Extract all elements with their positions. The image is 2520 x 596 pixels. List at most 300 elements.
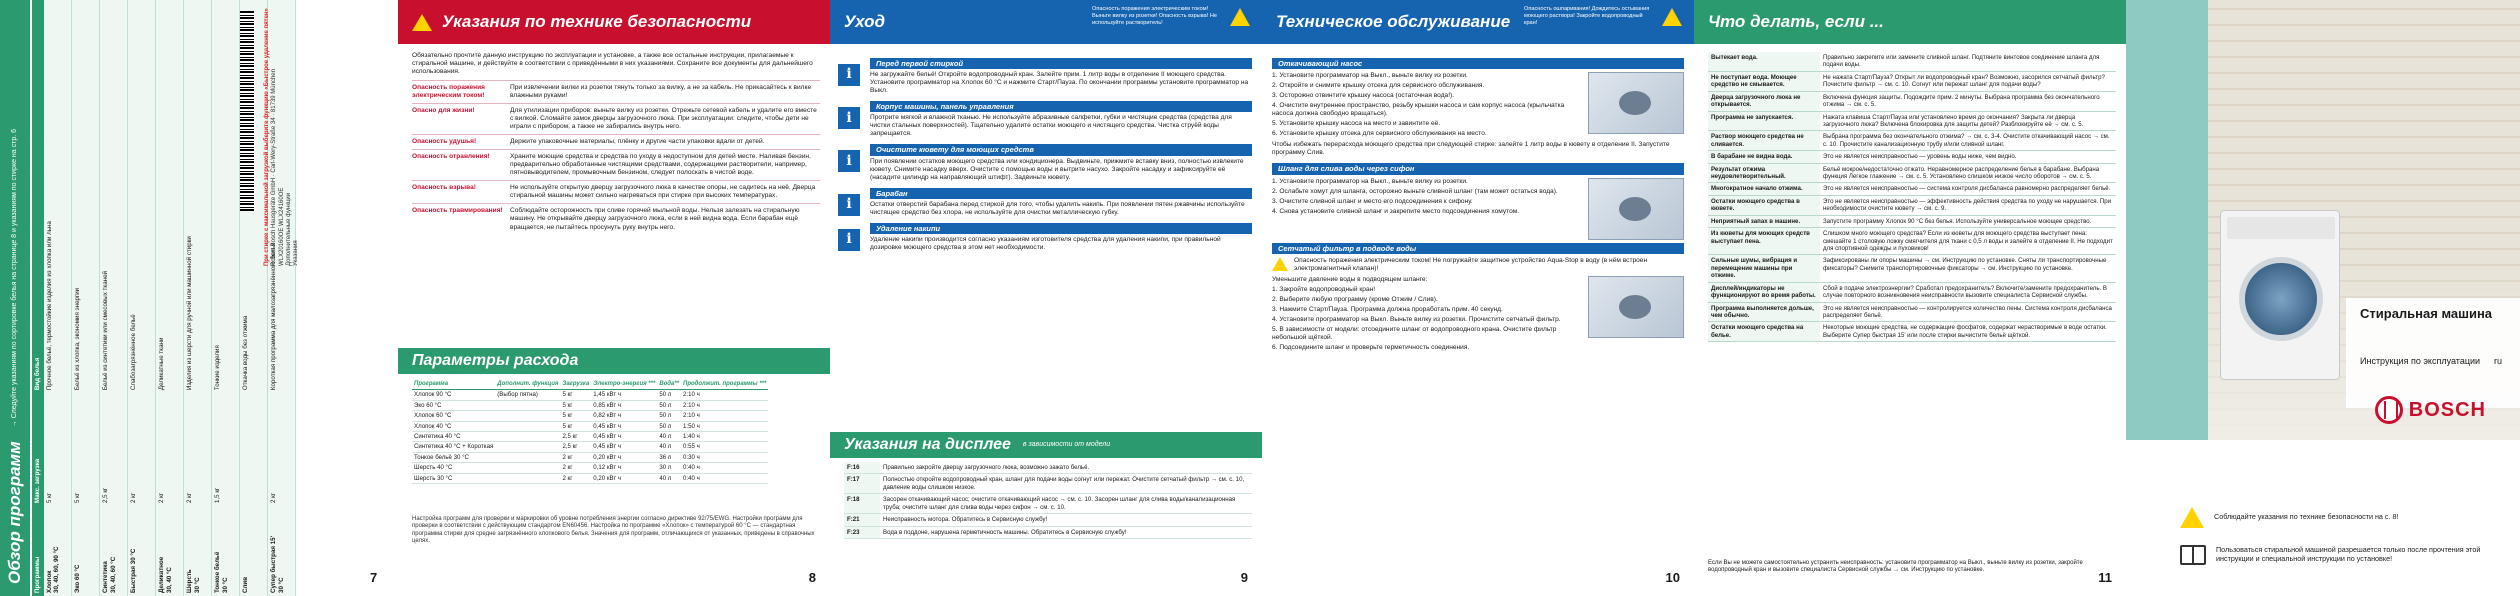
params-row bbox=[412, 452, 768, 462]
params-row bbox=[412, 463, 768, 473]
trouble-solution: Бельё мокрое/недостаточно отжато. Неравномерное распределение белья в барабане. Выбрана функция Легкое глажение → см. с. 5. Установлено слишком низкое число оборотов → см. с. 5. bbox=[1820, 163, 2116, 183]
display-table bbox=[844, 462, 1252, 539]
params-col-header: Загрузка bbox=[560, 380, 591, 390]
maint-step: 5. Установите крышку насоса на место и завинтите её. bbox=[1272, 120, 1441, 128]
trouble-row bbox=[1708, 183, 2116, 195]
trouble-row bbox=[1708, 131, 2116, 151]
safety-text: Не используйте открытую дверцу загрузочного люка в качестве опоры, не садитесь на неё. Дверца стиральной машины может сильно нагреваться при стирке при высоких температурах. bbox=[510, 184, 816, 200]
params-cell bbox=[495, 442, 560, 452]
overview-load: 2 кг bbox=[184, 393, 212, 506]
machine-panel bbox=[2227, 217, 2335, 239]
trouble-row bbox=[1708, 302, 2116, 322]
warning-triangle-icon bbox=[1272, 257, 1288, 271]
params-cell: 0,20 кВт ч bbox=[591, 452, 657, 462]
params-cell bbox=[495, 463, 560, 473]
overview-col-extra: Дополнительные функции bbox=[285, 192, 292, 266]
care-section bbox=[840, 58, 1252, 95]
trouble-solution: Не нажата Старт/Пауза? Открыт ли водопроводный кран? Возможно, засорился сетчатый фильтр? Почистите фильтр → см. с. 10. Согнут или пережат шланг для подачи воды? bbox=[1820, 71, 2116, 91]
overview-program-cell bbox=[240, 506, 268, 596]
overview-load: 2 кг bbox=[128, 393, 156, 506]
trouble-row bbox=[1708, 195, 2116, 215]
trouble-footer: Если Вы не можете самостоятельно устранить неисправность: установите программатор на Выкл., выньте вилку из розетки, закройте водопроводный кран и вызовите специалиста Сервисной службы → см. Инструкцию по установке. bbox=[1708, 560, 2083, 574]
safety-intro: Обязательно прочтите данную инструкцию по эксплуатации и установке, а также все остальные инструкции, прилагаемые к стиральной машине, и действуйте в соответствии с приведёнными в них указаниями. Сохраните все документы для дальнейшего использования. bbox=[412, 52, 813, 76]
overview-desc: Бельё из хлопка, экономия энергии bbox=[72, 0, 100, 393]
params-cell: 0,82 кВт ч bbox=[591, 411, 657, 421]
overview-desc: Короткая программа для малозагрязнённого белья bbox=[268, 0, 296, 393]
params-cell bbox=[495, 421, 560, 431]
maint-header-note: Опасность ошпаривания! Дождитесь остывания моющего раствора! Закройте водопроводный кран! bbox=[1524, 6, 1650, 26]
params-row bbox=[412, 400, 768, 410]
page-troubleshooting bbox=[1694, 0, 2126, 596]
overview-temp: 30, 40, 60 °C bbox=[109, 556, 117, 593]
overview-col: Программы bbox=[32, 506, 44, 596]
care-section-title: Барабан bbox=[870, 188, 1252, 199]
safety-header bbox=[398, 0, 830, 44]
page-safety bbox=[398, 0, 830, 596]
trouble-problem: Многократное начало отжима. bbox=[1708, 183, 1820, 195]
params-cell: 2:10 ч bbox=[681, 400, 768, 410]
maint-step: 1. Установите программатор на Выкл., выньте вилку из розетки. bbox=[1272, 72, 1468, 80]
safety-title: Указания по технике безопасности bbox=[442, 11, 752, 31]
overview-row bbox=[128, 0, 156, 596]
maint-step: 4. Очистите внутреннее пространство, резьбу крышки насоса и сам корпус насоса (крыльчатка насоса должна свободно вращаться). bbox=[1272, 102, 1565, 118]
params-cell bbox=[495, 432, 560, 442]
params-cell: 40 л bbox=[657, 432, 681, 442]
trouble-solution: Слишком много моющего средства? Если из кюветы для моющего средства выступает пена: смешайте 1 столовую ложку смягчителя для ткани с 0,5 л воды и залейте в отделение II. Не подходит для спортивной одежды и пуховиков! bbox=[1820, 228, 2116, 255]
maint-step: 3. Нажмите Старт/Пауза. Программа должна проработать прим. 40 секунд. bbox=[1272, 305, 1503, 313]
overview-program-cell bbox=[268, 506, 296, 596]
pump-title: Откачивающий насос bbox=[1272, 58, 1684, 69]
params-cell: 40 л bbox=[657, 442, 681, 452]
cover-photo-left bbox=[2126, 0, 2208, 440]
maint-header bbox=[1262, 0, 1694, 44]
overview-col: Вид белья bbox=[32, 0, 44, 393]
params-cell: 0:40 ч bbox=[681, 473, 768, 483]
safety-row bbox=[412, 149, 820, 180]
care-header bbox=[830, 0, 1262, 44]
display-row bbox=[844, 514, 1252, 526]
filter-warning-text: Опасность поражения электрическим током! Не погружайте защитное устройство Aqua-Stop в воду (в нём встроен электромагнитный клапан)! bbox=[1294, 256, 1648, 272]
filter-warning bbox=[1272, 257, 1684, 273]
params-row bbox=[412, 390, 768, 400]
trouble-solution: Нажата клавиша Старт/Пауза или установлено время до окончания? Закрыта ли дверца загрузочного люка? Включена блокировка для защиты детей? Разблокируйте её → см. с. 5. bbox=[1820, 111, 2116, 131]
params-cell: 0,45 кВт ч bbox=[591, 421, 657, 431]
page-number: 9 bbox=[1240, 570, 1248, 586]
trouble-solution: Правильно закрепите или замените сливной шланг. Подтяните винтовое соединение шланга для подачи воды. bbox=[1820, 52, 2116, 71]
care-title: Уход bbox=[844, 11, 886, 31]
maint-step: 4. Снова установите сливной шланг и закрепите место подсоединения хомутом. bbox=[1272, 207, 1520, 215]
maint-title: Техническое обслуживание bbox=[1276, 11, 1511, 31]
overview-temp: 30, 40 °C bbox=[165, 567, 173, 593]
params-cell: 1,45 кВт ч bbox=[591, 390, 657, 400]
display-code: F:23 bbox=[844, 526, 880, 538]
safety-label: Опасность удушья! bbox=[412, 138, 477, 146]
safety-label: Опасно для жизни! bbox=[412, 107, 475, 115]
overview-codes: WLX20160OE WLX24160OE bbox=[278, 187, 285, 266]
maint-step: 2. Откройте и снимите крышку отсека для сервисного обслуживания. bbox=[1272, 82, 1485, 90]
overview-program: Слив bbox=[242, 576, 250, 593]
safety-row bbox=[412, 80, 820, 103]
display-text: Правильно закройте дверцу загрузочного люка, возможно зажато бельё. bbox=[880, 462, 1252, 474]
params-note: Настройка программ для проверки и маркировки об уровне потребления энергии согласно директиве 92/75/EWG. Настройки программ для проверки в соответствии с действующим стандартом EN60456. Настройка по программе «Хлопок» с температурой 60 °C — стандартная программа стирки для средне загрязнённого хлопкового белья. Значения для программ, отличающихся от указанных, приведены в справочных целях. bbox=[412, 516, 815, 544]
safety-text: Для утилизации приборов: выньте вилку из розетки. Отрежьте сетевой кабель и удалите его вместе с вилкой. Сломайте замок дверцы загрузочного люка. При эксплуатации: следите, чтобы дети не играли с прибором, а также не забирались внутрь него. bbox=[510, 107, 817, 131]
overview-rotated bbox=[0, 0, 398, 596]
trouble-solution: Это не является неисправностью — эффективность действия средства по уходу не нарушается. При необходимости очистите кювету → см. с. 9. bbox=[1820, 195, 2116, 215]
params-cell: Шерсть 40 °C bbox=[412, 463, 495, 473]
care-section bbox=[840, 188, 1252, 217]
book-icon bbox=[2180, 545, 2206, 565]
overview-load: 2 кг bbox=[268, 393, 296, 506]
overview-row bbox=[212, 0, 240, 596]
params-cell: 50 л bbox=[657, 390, 681, 400]
care-section-text: Протрите мягкой и влажной тканью. Не используйте абразивные салфетки, губки и чистящие средства (средства для чистки стальных поверхностей). Тщательно удалите остатки моющего и чистящего средства. Чистка струёй воды запрещается. bbox=[870, 114, 1232, 138]
params-cell: 0,12 кВт ч bbox=[591, 463, 657, 473]
trouble-row bbox=[1708, 151, 2116, 163]
params-cell bbox=[495, 411, 560, 421]
care-section-title: Очистите кювету для моющих средств bbox=[870, 144, 1252, 155]
safety-label: Опасность отравления! bbox=[412, 153, 490, 161]
overview-load: 1,5 кг bbox=[212, 393, 240, 506]
trouble-row bbox=[1708, 111, 2116, 131]
trouble-title: Что делать, если ... bbox=[1708, 11, 1884, 31]
params-row bbox=[412, 442, 768, 452]
overview-desc: Тонкие изделия bbox=[212, 0, 240, 393]
page-number: 11 bbox=[2098, 570, 2112, 586]
care-section-text: Не загружайте бельё! Откройте водопроводный кран. Залейте прим. 1 литр воды в отделение II моющего средства. Установите программатор на Хлопок 60 °C и нажмите Старт/Пауза. По окончании программы установите программатор на Выкл. bbox=[870, 71, 1249, 95]
params-col-header: Вода** bbox=[657, 380, 681, 390]
care-section-title: Перед первой стиркой bbox=[870, 58, 1252, 69]
params-cell: 0,45 кВт ч bbox=[591, 442, 657, 452]
page-number: 7 bbox=[370, 570, 378, 586]
display-code: F:21 bbox=[844, 514, 880, 526]
maint-step: 2. Ослабьте хомут для шланга, осторожно выньте сливной шланг (там может остаться вода). bbox=[1272, 187, 1558, 195]
trouble-row bbox=[1708, 215, 2116, 227]
trouble-problem: Сильные шумы, вибрация и перемещение машины при отжиме. bbox=[1708, 255, 1820, 282]
overview-col-extra: Указания bbox=[293, 240, 300, 266]
page-maintenance bbox=[1262, 0, 1694, 596]
safety-row bbox=[412, 134, 820, 149]
care-section-text: Остатки отверстий барабана перед стиркой для того, чтобы удалить накипь. При появлении пятен ржавчины используйте чистящее средство без хлора, не используйте для очистки металлическую губку. bbox=[870, 200, 1245, 216]
params-cell: 0:40 ч bbox=[681, 463, 768, 473]
trouble-row bbox=[1708, 52, 2116, 71]
overview-col: Макс. загрузка bbox=[32, 393, 44, 506]
maint-step: 6. Подсоедините шланг и проверьте герметичность соединения. bbox=[1272, 343, 1470, 351]
params-cell bbox=[495, 452, 560, 462]
overview-warning: При стирке с максимальной загрузкой выберите функцию «Быстрое удаление пятен» bbox=[264, 8, 270, 266]
params-cell: 2 кг bbox=[560, 473, 591, 483]
overview-row bbox=[100, 0, 128, 596]
overview-load: 5 кг bbox=[44, 393, 72, 506]
maint-step: 1. Установите программатор на Выкл., выньте вилку из розетки. bbox=[1272, 177, 1468, 185]
page-cover bbox=[2126, 0, 2520, 596]
trouble-row bbox=[1708, 255, 2116, 282]
params-cell: Хлопок 40 °C bbox=[412, 421, 495, 431]
care-section bbox=[840, 223, 1252, 252]
params-table bbox=[412, 380, 768, 484]
overview-maker: Robert Bosch Hausgeräte GmbH · Carl-Wery-Straße 34 · 81739 München bbox=[271, 69, 278, 266]
trouble-problem: Остатки моющего средства в кювете. bbox=[1708, 195, 1820, 215]
params-row bbox=[412, 473, 768, 483]
cover-read-note bbox=[2180, 545, 2500, 565]
info-icon: i bbox=[838, 229, 860, 251]
overview-desc: Слабозагрязнённое бельё bbox=[128, 0, 156, 393]
overview-subtitle: → Следуйте указаниям по сортировке белья на странице 8 и указаниям по стирке на стр. 6 bbox=[10, 128, 18, 428]
care-header-note: Опасность поражения электрическим током! Выньте вилку из розетки! Опасность взрыва! Не используйте растворитель! bbox=[1092, 6, 1217, 26]
filter-title: Сетчатый фильтр в подводе воды bbox=[1272, 243, 1684, 254]
params-cell: 50 л bbox=[657, 411, 681, 421]
maint-step: 5. В зависимости от модели: отсоедините шланг от водопроводного крана. Очистите фильтр небольшой щёткой. bbox=[1272, 325, 1557, 341]
display-code: F:17 bbox=[844, 474, 880, 494]
warning-triangle-icon bbox=[2180, 507, 2204, 528]
params-cell: 2:10 ч bbox=[681, 411, 768, 421]
care-section bbox=[840, 101, 1252, 138]
params-cell: 2,5 кг bbox=[560, 432, 591, 442]
cover-subtitle: Инструкция по эксплуатации bbox=[2360, 356, 2481, 366]
display-text: Неисправность мотора. Обратитесь в Сервисную службу! bbox=[880, 514, 1252, 526]
maint-step: 3. Очистите сливной шланг и место его подсоединения к сифону. bbox=[1272, 197, 1473, 205]
params-cell: 0:55 ч bbox=[681, 442, 768, 452]
maint-step: 6. Установите крышку отсека для сервисного обслуживания на место. bbox=[1272, 130, 1487, 138]
params-cell: Шерсть 30 °C bbox=[412, 473, 495, 483]
params-cell: 1:50 ч bbox=[681, 421, 768, 431]
maint-body bbox=[1272, 52, 1684, 352]
trouble-solution: Запустите программу Хлопок 90 °C без белья. Используйте универсальное моющее средство. bbox=[1820, 215, 2116, 227]
overview-program-cell bbox=[128, 506, 156, 596]
page-care bbox=[830, 0, 1262, 596]
overview-program: Деликатное bbox=[158, 556, 166, 593]
overview-desc: Бельё из синтетики или смесовых тканей bbox=[100, 0, 128, 393]
params-cell bbox=[495, 473, 560, 483]
overview-load bbox=[240, 393, 268, 506]
overview-row bbox=[184, 0, 212, 596]
trouble-problem: Дисплей/индикаторы не функционируют во время работы. bbox=[1708, 282, 1820, 302]
params-cell: Тонкое бельё 30 °C bbox=[412, 452, 495, 462]
trouble-problem: В барабане не видна вода. bbox=[1708, 151, 1820, 163]
params-cell: 2 кг bbox=[560, 452, 591, 462]
warning-triangle-icon bbox=[1662, 8, 1682, 26]
overview-program: Шерсть bbox=[186, 569, 194, 593]
params-col-header: Продолжит. программы *** bbox=[681, 380, 768, 390]
machine-door bbox=[2239, 257, 2323, 341]
overview-row bbox=[72, 0, 100, 596]
cover-language: ru bbox=[2493, 356, 2502, 366]
page-number: 8 bbox=[808, 570, 816, 586]
safety-text: Соблюдайте осторожность при сливе горячей мыльной воды. Нельзя залезать на стиральную машину. Не открывайте дверцу загрузочного люка, если в ней видна вода. Если барабан ещё вращается, не пытайтесь просунуть руку внутрь него. bbox=[510, 207, 800, 231]
params-row bbox=[412, 411, 768, 421]
maint-step: 2. Выберите любую программу (кроме Отжим / Слив). bbox=[1272, 295, 1438, 303]
trouble-problem: Программа не запускается. bbox=[1708, 111, 1820, 131]
params-cell: 40 л bbox=[657, 473, 681, 483]
display-subtitle: в зависимости от модели bbox=[1022, 440, 1111, 448]
params-cell: Синтетика 40 °C + Короткая bbox=[414, 443, 494, 451]
overview-temp: 30, 40, 60, 90 °C bbox=[53, 546, 61, 593]
trouble-problem: Неприятный запах в машине. bbox=[1708, 215, 1820, 227]
warning-triangle-icon bbox=[1230, 8, 1250, 26]
params-title: Параметры расхода bbox=[398, 348, 830, 374]
trouble-problem: Результат отжима неудовлетворительный. bbox=[1708, 163, 1820, 183]
params-cell bbox=[495, 400, 560, 410]
overview-program-cell bbox=[184, 506, 212, 596]
trouble-problem: Программа выполняется дольше, чем обычно. bbox=[1708, 302, 1820, 322]
care-body bbox=[840, 52, 1252, 252]
overview-side-info bbox=[264, 6, 301, 266]
trouble-solution: Выбрана программа без окончательного отжима? → см. с. 3-4. Очистите откачивающий насос → см. с. 10. Прочистите канализационную трубу и/или сливной шланг. bbox=[1820, 131, 2116, 151]
overview-program: Хлопок bbox=[45, 570, 53, 593]
maint-step: 1. Закройте водопроводный кран! bbox=[1272, 285, 1376, 293]
pump-note: Чтобы избежать перерасхода моющего средства при следующей стирке: залейте 1 литр воды в кювету в отделение II. Запустите программу Слив. bbox=[1272, 141, 1670, 157]
overview-row bbox=[156, 0, 184, 596]
params-cell: 2 кг bbox=[560, 463, 591, 473]
overview-program-cell bbox=[72, 506, 100, 596]
barcode bbox=[240, 11, 254, 211]
trouble-solution: Некоторые моющие средства, не содержащие фосфатов, содержат нерастворимые в воде остатки. Выберите Супер быстрая 15' или после стирки вычистите бельё щёткой. bbox=[1820, 322, 2116, 342]
safety-text: Храните моющие средства и средства по уходу в недоступном для детей месте. Наливая бензин, предварительно обработанные чистящими средствами, содержащими растворители, например, пятновыводителем, промывочным бензином, следует полоскать в чистой воде. bbox=[510, 153, 811, 177]
cover-note-text: Пользоваться стиральной машиной разрешается только после прочтения этой инструкции и специальной инструкции по установке! bbox=[2216, 545, 2481, 563]
display-title: Указания на дисплее bbox=[844, 436, 1011, 454]
maint-step: 3. Осторожно отвинтите крышку насоса (остаточная вода!). bbox=[1272, 92, 1455, 100]
safety-body bbox=[412, 52, 820, 235]
safety-text: При извлечении вилки из розетки тянуть только за вилку, а не за кабель. Не прикасайтесь к вилке влажными руками! bbox=[510, 84, 812, 100]
params-col-header: Дополнит. функция bbox=[495, 380, 560, 390]
washing-machine-image bbox=[2220, 210, 2340, 380]
care-section-title: Удаление накипи bbox=[870, 223, 1252, 234]
overview-table bbox=[32, 0, 296, 596]
display-text: Вода в поддоне, нарушена герметичность машины. Обратитесь в Сервисную службу! bbox=[880, 526, 1252, 538]
hose-title: Шланг для слива воды через сифон bbox=[1272, 163, 1684, 174]
safety-row bbox=[412, 180, 820, 203]
display-row bbox=[844, 474, 1252, 494]
trouble-solution: Это не является неисправностью — контролируется количество пены. Система контроля дисбаланса распределяет бельё. bbox=[1820, 302, 2116, 322]
safety-row bbox=[412, 103, 820, 134]
trouble-row bbox=[1708, 163, 2116, 183]
trouble-row bbox=[1708, 71, 2116, 91]
trouble-row bbox=[1708, 91, 2116, 111]
display-code: F:16 bbox=[844, 462, 880, 474]
overview-program-cell bbox=[212, 506, 240, 596]
overview-temp: 30 °C bbox=[277, 577, 285, 593]
care-section-title: Корпус машины, панель управления bbox=[870, 101, 1252, 112]
trouble-problem: Дверца загрузочного люка не открывается. bbox=[1708, 91, 1820, 111]
hose-illustration bbox=[1588, 178, 1684, 240]
bosch-wordmark: BOSCH bbox=[2408, 398, 2486, 421]
info-icon: i bbox=[838, 107, 860, 129]
overview-desc: Откачка воды без отжима bbox=[240, 0, 268, 393]
page-program-overview bbox=[0, 0, 398, 596]
overview-program: Быстрая 30 °C bbox=[130, 548, 138, 593]
trouble-solution: Зафиксированы ли опоры машины → см. Инструкцию по установке. Сняты ли транспортировочные фиксаторы? Снимите транспортировочные фиксаторы → см. Инструкцию по установке. bbox=[1820, 255, 2116, 282]
overview-program: Тонкое бельё bbox=[214, 551, 222, 593]
overview-load: 5 кг bbox=[72, 393, 100, 506]
overview-title-bar bbox=[0, 0, 30, 596]
params-row bbox=[412, 432, 768, 442]
safety-label: Опасность поражения электрическим током! bbox=[412, 84, 485, 100]
params-row bbox=[412, 421, 768, 431]
overview-program: Эко 60 °C bbox=[74, 564, 82, 593]
bosch-ring-icon bbox=[2375, 396, 2403, 424]
display-row bbox=[844, 494, 1252, 514]
params-cell: 5 кг bbox=[560, 421, 591, 431]
cover-title: Стиральная машина bbox=[2360, 306, 2493, 321]
trouble-solution: Это не является неисправностью — уровень воды ниже, чем видно. bbox=[1820, 151, 2116, 163]
params-cell: 2,5 кг bbox=[560, 442, 591, 452]
warning-triangle-icon bbox=[412, 14, 432, 31]
cover-safety-note bbox=[2180, 507, 2500, 528]
params-cell: Эко 60 °C bbox=[412, 400, 495, 410]
trouble-problem: Остатки моющего средства на белье. bbox=[1708, 322, 1820, 342]
overview-program-cell bbox=[156, 506, 184, 596]
maint-step: 4. Установите программатор на Выкл. Выньте вилку из розетки. Прочистите сетчатый фильтр. bbox=[1272, 315, 1561, 323]
trouble-header bbox=[1694, 0, 2126, 44]
care-section-text: Удаление накипи производится согласно указаниям изготовителя средства для удаления накипи, при правильной дозировке моющего средства в этом нет необходимости. bbox=[870, 236, 1221, 252]
info-icon: i bbox=[838, 150, 860, 172]
overview-desc: Прочное бельё, термостойкие изделия из хлопка или льна bbox=[44, 0, 72, 393]
safety-label: Опасность взрыва! bbox=[412, 184, 476, 192]
trouble-row bbox=[1708, 282, 2116, 302]
params-cell: 0:30 ч bbox=[681, 452, 768, 462]
trouble-problem: Не поступает вода. Моющее средство не смывается. bbox=[1708, 71, 1820, 91]
display-text: Засорен откачивающий насос; очистите откачивающий насос → см. с. 10. Засорен шланг для слива воды/канализационная труба; очистите шланг для слива воды через сифон → см. с. 10. bbox=[880, 494, 1252, 514]
safety-label: Опасность травмирования! bbox=[412, 207, 503, 215]
trouble-table bbox=[1708, 52, 2116, 342]
overview-load: 2,5 кг bbox=[100, 393, 128, 506]
trouble-solution: Это не является неисправностью — система контроля дисбаланса равномерно распределяет бельё. bbox=[1820, 183, 2116, 195]
display-header bbox=[830, 432, 1262, 458]
maint-step: Уменьшите давление воды в подводящем шланге: bbox=[1272, 275, 1428, 283]
filter-illustration bbox=[1588, 276, 1684, 338]
params-cell: 5 кг bbox=[560, 411, 591, 421]
params-cell: 36 л bbox=[657, 452, 681, 462]
params-cell: Синтетика 40 °C bbox=[412, 432, 495, 442]
trouble-problem: Раствор моющего средства не сливается. bbox=[1708, 131, 1820, 151]
trouble-row bbox=[1708, 228, 2116, 255]
params-cell: 50 л bbox=[657, 400, 681, 410]
overview-load: 2 кг bbox=[156, 393, 184, 506]
trouble-row bbox=[1708, 322, 2116, 342]
overview-title: Обзор программ bbox=[4, 441, 24, 584]
overview-program-cell bbox=[100, 506, 128, 596]
params-cell: 5 кг bbox=[560, 390, 591, 400]
info-icon: i bbox=[838, 64, 860, 86]
params-cell: 0,85 кВт ч bbox=[591, 400, 657, 410]
overview-program: Супер быстрая 15' bbox=[270, 535, 278, 593]
safety-text: Держите упаковочные материалы, плёнку и другие части упаковки вдали от детей. bbox=[510, 138, 765, 146]
display-row bbox=[844, 462, 1252, 474]
params-cell: 5 кг bbox=[560, 400, 591, 410]
params-col-header: Электро-энергия *** bbox=[591, 380, 657, 390]
page-number: 10 bbox=[1665, 570, 1680, 586]
params-cell: 50 л bbox=[657, 421, 681, 431]
pump-illustration bbox=[1588, 72, 1684, 134]
cover-note-text: Соблюдайте указания по технике безопасности на с. 8! bbox=[2214, 512, 2399, 522]
overview-temp: 30 °C bbox=[221, 577, 229, 593]
care-section-text: При появлении остатков моющего средства или кондиционера. Выдвиньте, прижмите вставку вниз, полностью извлеките кювету. Снимите насадку вверх. Очистите с помощью воды и вытрите насухо. Закройте насадку и зафиксируйте её (насадите цилиндр на направляющий штифт). Задвиньте кювету. bbox=[870, 157, 1244, 181]
overview-program-cell bbox=[44, 506, 72, 596]
display-text: Полностью откройте водопроводный кран, шланг для подачи воды согнут или пережат. Очистите сетчатый фильтр → см. с. 10, давление воды слишком низкое. bbox=[880, 474, 1252, 494]
care-section bbox=[840, 144, 1252, 181]
params-cell: (Выбор пятна) bbox=[495, 390, 560, 400]
params-cell: 1:40 ч bbox=[681, 432, 768, 442]
params-cell: 0,45 кВт ч bbox=[591, 432, 657, 442]
bosch-logo bbox=[2375, 396, 2486, 424]
overview-desc: Изделия из шерсти для ручной или машинной стирки bbox=[184, 0, 212, 393]
params-col-header: Программа bbox=[412, 380, 495, 390]
trouble-solution: Включена функция защиты. Подождите прим. 2 минуты. Выбрана программа без окончательного отжима → см. с. 5. bbox=[1820, 91, 2116, 111]
params-cell: Хлопок 90 °C bbox=[412, 390, 495, 400]
overview-row bbox=[44, 0, 72, 596]
trouble-problem: Из кюветы для моющих средств выступает пена. bbox=[1708, 228, 1820, 255]
overview-program: Синтетика bbox=[102, 561, 110, 593]
params-cell: Хлопок 60 °C bbox=[412, 411, 495, 421]
